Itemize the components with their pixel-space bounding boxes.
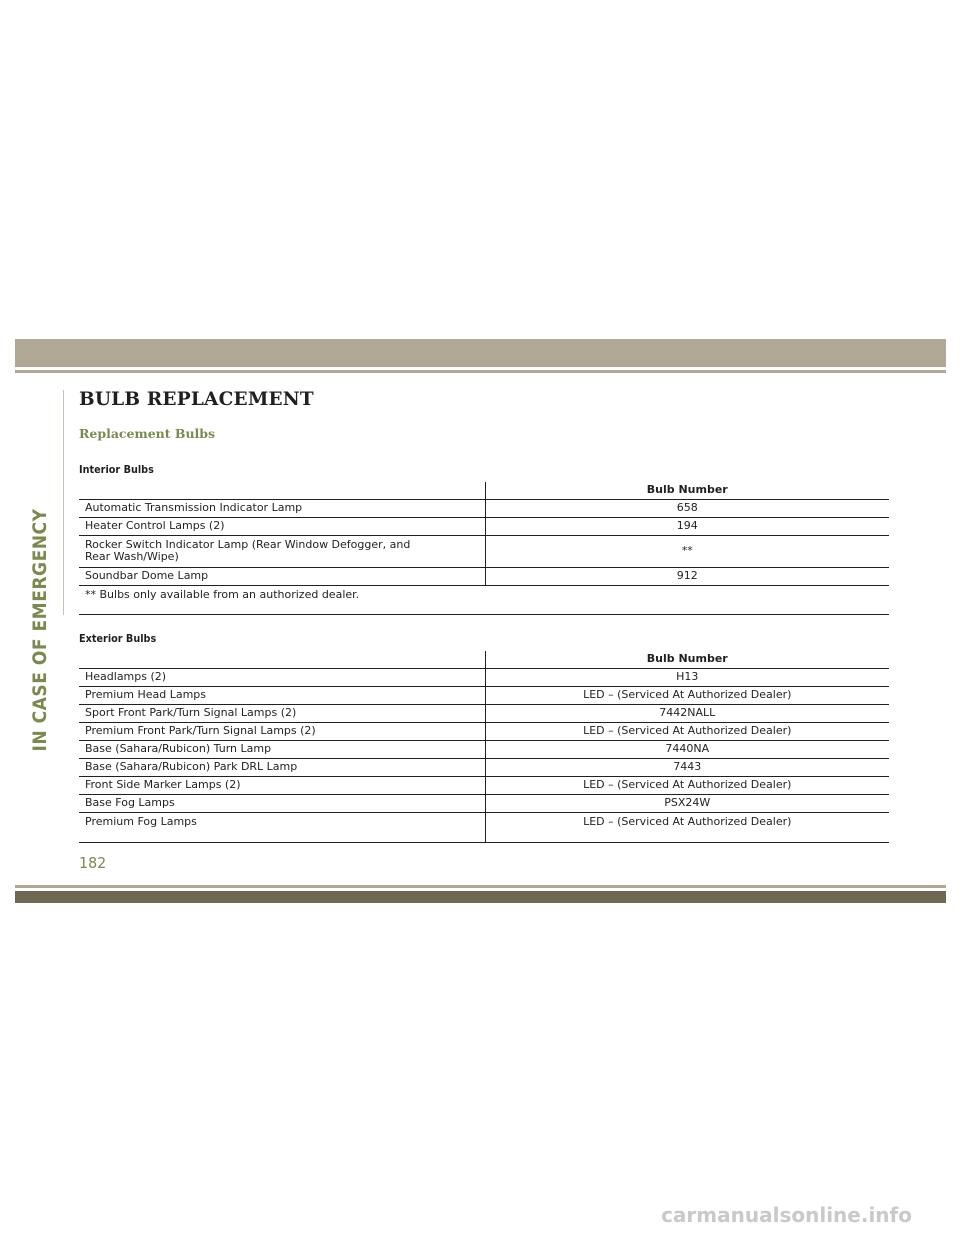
- exterior-row-value: LED – (Serviced At Authorized Dealer): [485, 776, 889, 794]
- footer-band: [15, 891, 946, 903]
- table-row: [79, 499, 889, 517]
- table-row: [79, 704, 889, 722]
- exterior-row-name: Premium Head Lamps: [79, 686, 485, 704]
- table-footnote-row: [79, 585, 889, 614]
- exterior-row-name: Base Fog Lamps: [79, 794, 485, 812]
- exterior-header-blank: [79, 651, 485, 668]
- side-divider: [63, 390, 64, 615]
- table-row: [79, 517, 889, 535]
- interior-row-value: 912: [485, 567, 889, 585]
- table-row: [79, 722, 889, 740]
- header-band: [15, 339, 946, 367]
- interior-bulbs-table: [79, 482, 889, 615]
- page-subtitle: Replacement Bulbs: [79, 426, 216, 441]
- exterior-row-value: 7442NALL: [485, 704, 889, 722]
- interior-header-bulb-number: Bulb Number: [485, 482, 889, 499]
- exterior-row-name: Premium Fog Lamps: [79, 812, 485, 842]
- interior-row-name: Soundbar Dome Lamp: [79, 567, 485, 585]
- interior-header-blank: [79, 482, 485, 499]
- table-row: [79, 740, 889, 758]
- exterior-row-name: Base (Sahara/Rubicon) Turn Lamp: [79, 740, 485, 758]
- footer-rule: [15, 885, 946, 888]
- side-label-text: IN CASE OF EMERGENCY: [29, 508, 51, 752]
- exterior-row-value: PSX24W: [485, 794, 889, 812]
- interior-row-name: Automatic Transmission Indicator Lamp: [79, 499, 485, 517]
- table-row: [79, 812, 889, 842]
- interior-row-value: 658: [485, 499, 889, 517]
- exterior-row-name: Headlamps (2): [79, 668, 485, 686]
- exterior-row-name: Front Side Marker Lamps (2): [79, 776, 485, 794]
- exterior-bulbs-table: [79, 651, 889, 843]
- header-rule: [15, 370, 946, 373]
- watermark: carmanualsonline.info: [661, 1203, 912, 1227]
- interior-bulbs-title: Interior Bulbs: [79, 463, 154, 476]
- exterior-row-name: Sport Front Park/Turn Signal Lamps (2): [79, 704, 485, 722]
- interior-row-value: **: [485, 535, 889, 567]
- interior-row-value: 194: [485, 517, 889, 535]
- table-row: [79, 776, 889, 794]
- table-row: [79, 567, 889, 585]
- exterior-row-name: Premium Front Park/Turn Signal Lamps (2): [79, 722, 485, 740]
- interior-row-name: Rocker Switch Indicator Lamp (Rear Window Defogger, and Rear Wash/Wipe): [79, 535, 485, 567]
- table-row: [79, 668, 889, 686]
- table-row: [79, 794, 889, 812]
- page-number: 182: [79, 854, 107, 872]
- exterior-row-value: LED – (Serviced At Authorized Dealer): [485, 686, 889, 704]
- exterior-row-value: H13: [485, 668, 889, 686]
- table-row: [79, 535, 889, 567]
- exterior-row-value: 7440NA: [485, 740, 889, 758]
- exterior-row-value: 7443: [485, 758, 889, 776]
- exterior-row-name: Base (Sahara/Rubicon) Park DRL Lamp: [79, 758, 485, 776]
- exterior-header-bulb-number: Bulb Number: [485, 651, 889, 668]
- interior-row-name: Heater Control Lamps (2): [79, 517, 485, 535]
- page-title: BULB REPLACEMENT: [79, 389, 314, 410]
- table-row: [79, 686, 889, 704]
- interior-footnote: ** Bulbs only available from an authorized dealer.: [79, 585, 889, 614]
- exterior-row-value: LED – (Serviced At Authorized Dealer): [485, 722, 889, 740]
- exterior-bulbs-title: Exterior Bulbs: [79, 632, 157, 645]
- table-row: [79, 758, 889, 776]
- exterior-row-value: LED – (Serviced At Authorized Dealer): [485, 812, 889, 842]
